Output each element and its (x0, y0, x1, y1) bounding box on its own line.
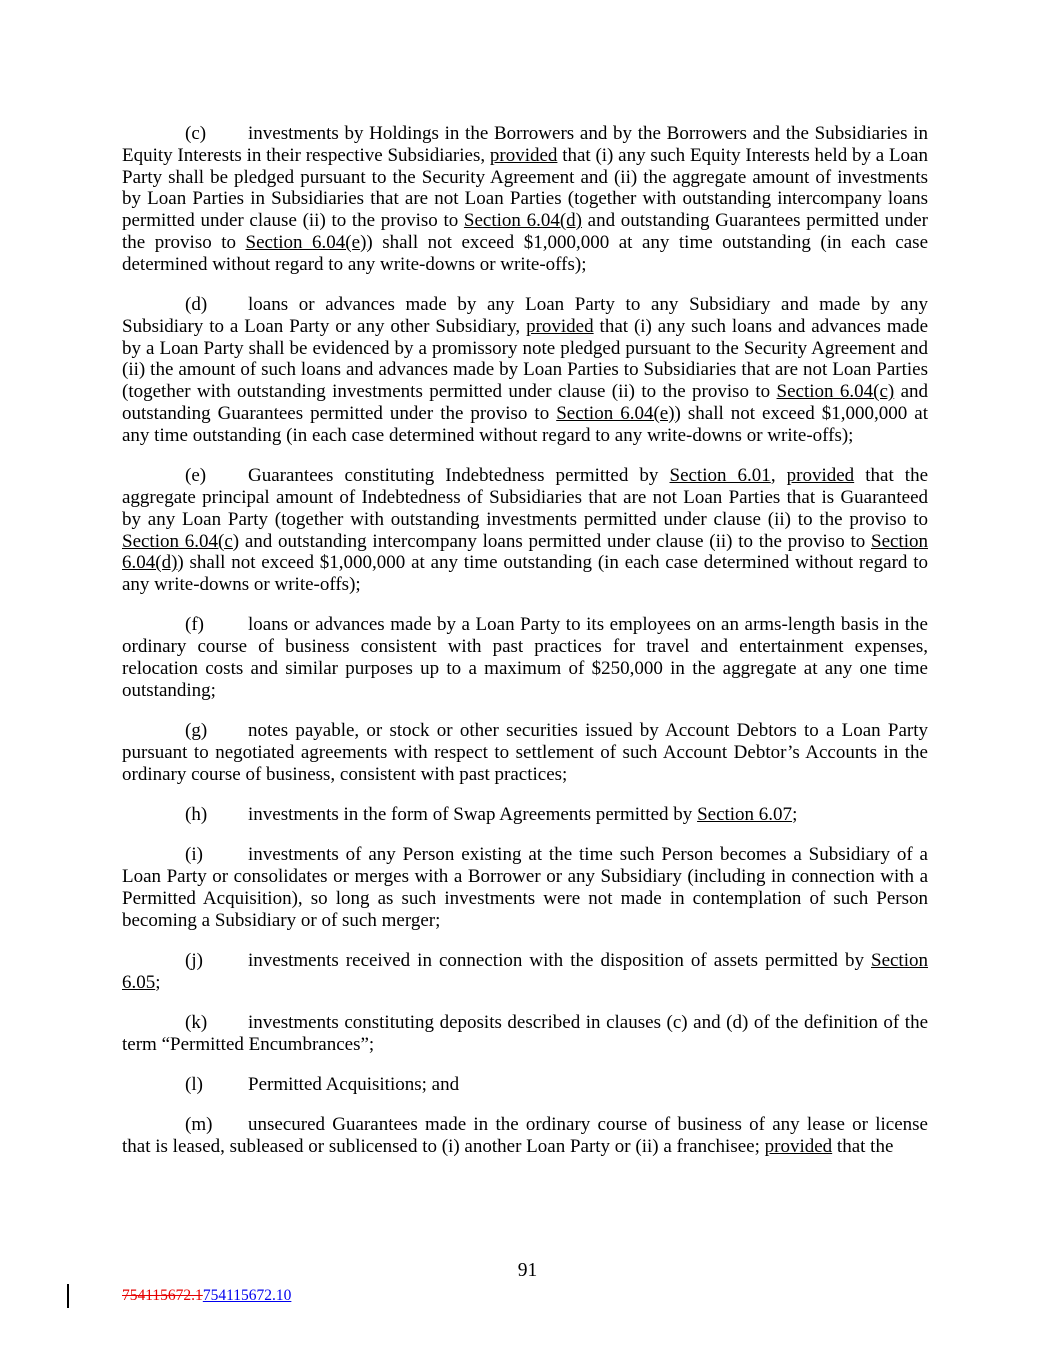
paragraph-h (122, 804, 928, 826)
section-reference: Section 6.01 (669, 465, 771, 487)
paragraph-label: (k) (185, 1012, 208, 1034)
text-run: and outstanding intercompany loans permitted under clause (ii) to the proviso to (239, 530, 871, 552)
text-run: ; (155, 971, 161, 993)
paragraph-d (122, 294, 928, 447)
paragraph-label: (f) (185, 614, 204, 636)
paragraph-label: (m) (185, 1114, 213, 1136)
text-run: loans or advances made by any Loan Party to any Subsidiary and made by any Subsidiary to a Loan Party or any other Subsidiary, (122, 294, 928, 337)
paragraph-e (122, 465, 928, 596)
paragraph-i (122, 844, 928, 931)
paragraph-label: (c) (185, 123, 207, 144)
footer-doc-ids (122, 1287, 291, 1305)
proviso-term: provided (764, 1136, 833, 1158)
section-reference: Section 6.05 (122, 950, 928, 993)
text-run: loans or advances made by a Loan Party to its employees on an arms-length basis in the ordinary course of business consistent with past practices for travel and entertainment expenses, relocation costs and similar purposes up to a maximum of $250,000 in the aggregate at any one time outstanding; (122, 614, 928, 701)
text-run: investments by Holdings in the Borrowers and by the Borrowers and the Subsidiaries in Equity Interests in their respective Subsidiaries, (122, 123, 928, 166)
section-reference: Section 6.04(d) (463, 210, 582, 232)
text-run: investments of any Person existing at the time such Person becomes a Subsidiary of a Loan Party or consolidates or merges with a Borrower or any Subsidiary (including in connection with a Permitted Acquisition), so long as such investments were not made in contemplation of such Person becoming a Subsidiary or of such merger; (122, 844, 928, 931)
text-run: that the (832, 1136, 894, 1158)
proviso-term: provided (526, 315, 594, 337)
paragraph-label: (h) (185, 804, 208, 826)
text-run: notes payable, or stock or other securities issued by Account Debtors to a Loan Party pursuant to negotiated agreements with respect to settlement of such Account Debtor’s Accounts in the ordinary course of business, consistent with past practices; (122, 720, 928, 785)
paragraph-m (122, 1114, 928, 1158)
text-run: ) shall not exceed $1,000,000 at any time outstanding (in each case determined without regard to any write-downs or write-offs); (122, 552, 928, 596)
inserted-doc-id: 754115672.10 (202, 1287, 292, 1304)
section-reference: Section 6.04(e) (245, 231, 367, 253)
paragraph-label: (i) (185, 844, 203, 866)
text-run: and outstanding Guarantees permitted under the proviso to (122, 381, 929, 425)
revision-change-bar (67, 1284, 69, 1308)
text-run: , (770, 465, 787, 487)
proviso-term: provided (786, 465, 855, 487)
text-run: Guarantees constituting Indebtedness permitted by (248, 465, 670, 487)
paragraph-l (122, 1074, 928, 1096)
text-run: ) shall not exceed $1,000,000 at any time outstanding (in each case determined without regard to any write-downs or write-offs); (122, 403, 928, 446)
text-run: that (i) any such loans and advances made by a Loan Party shall be evidenced by a promissory note pledged pursuant to the Security Agreement and (ii) the amount of such loans and advances made by Loan Parties to Subsidiaries that are not Loan Parties (together with outstanding investments permitted under clause (ii) to the proviso to (122, 315, 929, 403)
proviso-term: provided (489, 144, 558, 166)
text-run: investments constituting deposits described in clauses (c) and (d) of the definition of the term “Permitted Encumbrances”; (122, 1012, 928, 1055)
paragraph-label: (l) (185, 1074, 203, 1096)
paragraph-label: (g) (185, 720, 208, 742)
text-run: unsecured Guarantees made in the ordinary course of business of any lease or license that is leased, subleased or sublicensed to (i) another Loan Party or (ii) a franchisee; (122, 1114, 928, 1158)
paragraph-label: (j) (185, 950, 203, 971)
paragraph-g (122, 720, 928, 785)
paragraph-c (122, 123, 928, 276)
text-run: and outstanding Guarantees permitted under the proviso to (122, 210, 928, 253)
text-run: investments received in connection with the disposition of assets permitted by (248, 950, 871, 971)
text-run: ) shall not exceed $1,000,000 at any time outstanding (in each case determined without regard to any write-downs or write-offs); (122, 231, 929, 275)
text-run: that (i) any such Equity Interests held by a Loan Party shall be pledged pursuant to the Security Agreement and (ii) the aggregate amount of investments by Loan Parties in Subsidiaries that are not Loan Parties (together with outstanding intercompany loans permitted under clause (ii) to the proviso to (122, 144, 928, 232)
section-reference: Section 6.04(d) (122, 530, 928, 574)
text-run: investments in the form of Swap Agreements permitted by (248, 804, 698, 826)
text-run: that the aggregate principal amount of Indebtedness of Subsidiaries that are not Loan Parties that is Guaranteed by any Loan Party (together with outstanding investments permitted under clause (ii) to the proviso to (122, 465, 928, 530)
text-run: Permitted Acquisitions; and (248, 1074, 460, 1096)
page-number: 91 (517, 1260, 538, 1281)
section-reference: Section 6.07 (697, 804, 793, 826)
paragraph-f (122, 614, 928, 701)
paragraphs-container (122, 123, 928, 1177)
deleted-doc-id: 754115672.1 (122, 1287, 203, 1304)
paragraph-label: (d) (185, 294, 208, 316)
section-reference: Section 6.04(c) (122, 530, 240, 552)
section-reference: Section 6.04(e) (556, 403, 675, 425)
section-reference: Section 6.04(c) (776, 381, 895, 403)
paragraph-k (122, 1012, 928, 1056)
paragraph-label: (e) (185, 465, 207, 487)
paragraph-j (122, 950, 928, 994)
text-run: ; (792, 804, 798, 826)
